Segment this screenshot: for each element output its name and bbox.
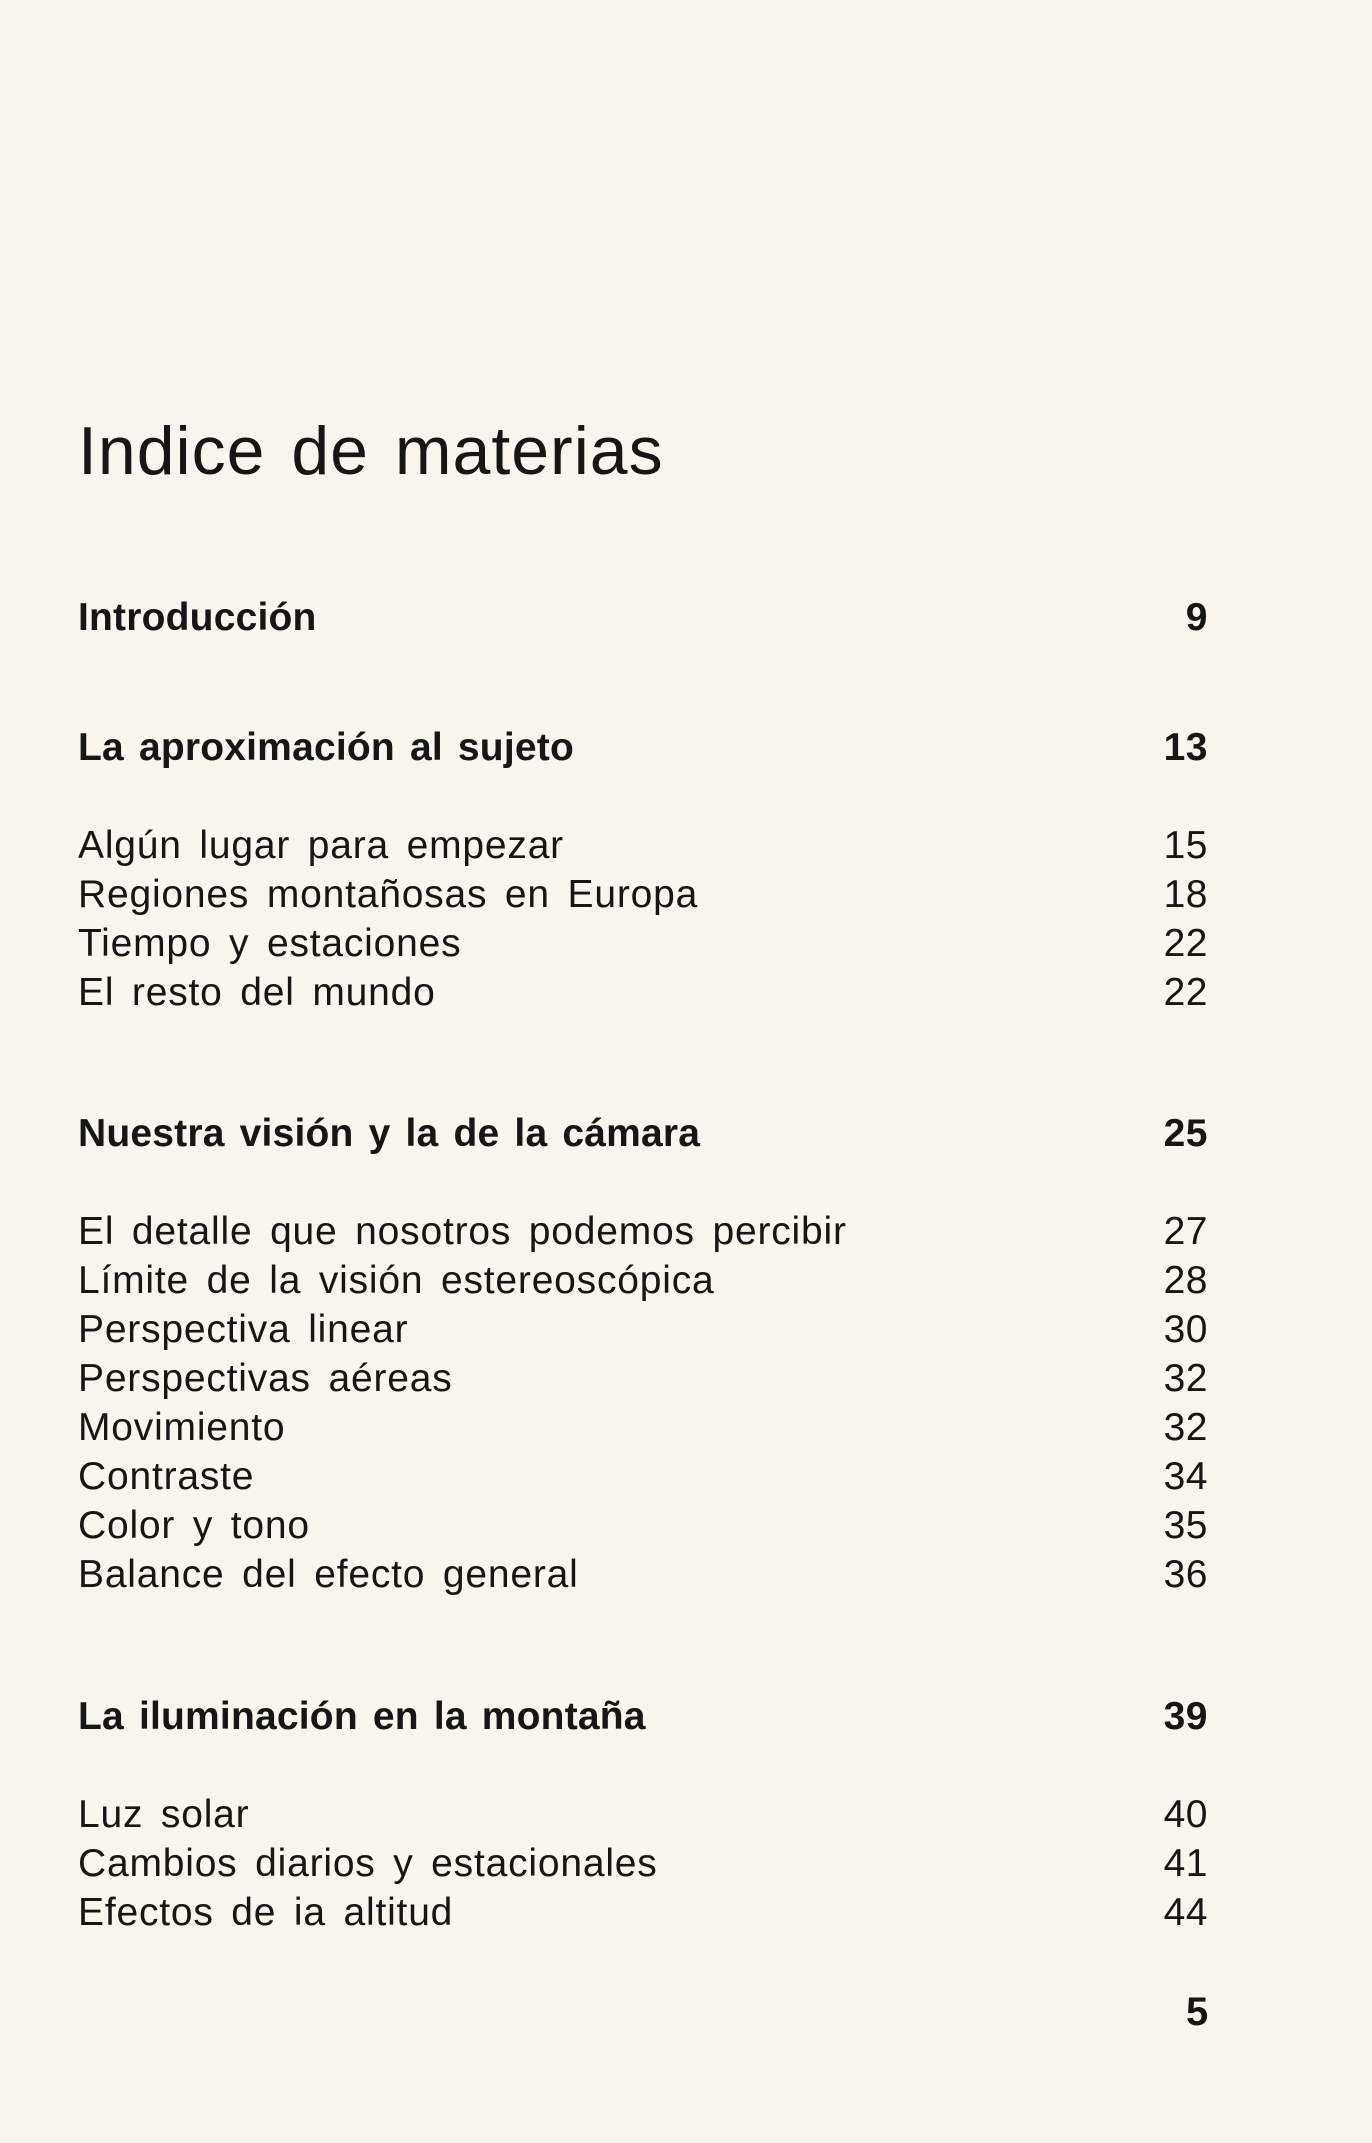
toc-chapter-iluminacion bbox=[78, 1695, 1208, 1745]
toc-entry-title: El resto del mundo bbox=[78, 971, 436, 1014]
toc-chapter-aproximacion bbox=[78, 726, 1208, 776]
toc-entry bbox=[78, 1259, 1208, 1309]
toc-entry bbox=[78, 922, 1208, 972]
toc-chapter-introduccion bbox=[78, 596, 1208, 646]
toc-chapter-page: 13 bbox=[1163, 726, 1208, 769]
toc-chapter-title: Nuestra visión y la de la cámara bbox=[78, 1112, 701, 1155]
toc-entry-title: El detalle que nosotros podemos percibir bbox=[78, 1210, 847, 1253]
toc-entry-title: Algún lugar para empezar bbox=[78, 824, 564, 867]
toc-entry-page: 41 bbox=[1163, 1842, 1208, 1885]
toc-entry bbox=[78, 1455, 1208, 1505]
toc-entry-page: 15 bbox=[1163, 824, 1208, 867]
toc-entry-page: 35 bbox=[1163, 1504, 1208, 1547]
toc-entry bbox=[78, 1210, 1208, 1260]
toc-chapter-title: Introducción bbox=[78, 596, 317, 639]
toc-entry bbox=[78, 1793, 1208, 1843]
toc-entry-title: Contraste bbox=[78, 1455, 255, 1498]
toc-entry-page: 22 bbox=[1163, 922, 1208, 965]
toc-entry bbox=[78, 971, 1208, 1021]
toc-entry bbox=[78, 1891, 1208, 1941]
toc-entry-page: 18 bbox=[1163, 873, 1208, 916]
toc-entry-title: Color y tono bbox=[78, 1504, 310, 1547]
toc-entry-page: 34 bbox=[1163, 1455, 1208, 1498]
toc-entry-title: Balance del efecto general bbox=[78, 1553, 579, 1596]
toc-entry-title: Luz solar bbox=[78, 1793, 250, 1836]
toc-chapter-title: La iluminación en la montaña bbox=[78, 1695, 646, 1738]
toc-entry bbox=[78, 1842, 1208, 1892]
toc-chapter-page: 9 bbox=[1185, 596, 1208, 639]
toc-entry-title: Cambios diarios y estacionales bbox=[78, 1842, 658, 1885]
toc-chapter-page: 39 bbox=[1163, 1695, 1208, 1738]
toc-entry bbox=[78, 1406, 1208, 1456]
toc-entry-page: 32 bbox=[1163, 1357, 1208, 1400]
toc-entry-page: 28 bbox=[1163, 1259, 1208, 1302]
toc-entry bbox=[78, 873, 1208, 923]
toc-entry-title: Límite de la visión estereoscópica bbox=[78, 1259, 715, 1302]
toc-entry-title: Movimiento bbox=[78, 1406, 286, 1449]
toc-entry bbox=[78, 1504, 1208, 1554]
toc-entry-page: 36 bbox=[1163, 1553, 1208, 1596]
toc-entry-title: Tiempo y estaciones bbox=[78, 922, 462, 965]
toc-entry-page: 44 bbox=[1163, 1891, 1208, 1934]
toc-entry-page: 32 bbox=[1163, 1406, 1208, 1449]
toc-entry bbox=[78, 1357, 1208, 1407]
toc-entry bbox=[78, 824, 1208, 874]
toc-entry-title: Efectos de ia altitud bbox=[78, 1891, 454, 1934]
toc-chapter-page: 25 bbox=[1163, 1112, 1208, 1155]
toc-entry-title: Perspectivas aéreas bbox=[78, 1357, 453, 1400]
page-number: 5 bbox=[1186, 1990, 1209, 2034]
toc-entry-page: 30 bbox=[1163, 1308, 1208, 1351]
toc-entry-page: 40 bbox=[1163, 1793, 1208, 1836]
toc-chapter-vision bbox=[78, 1112, 1208, 1162]
toc-entry-title: Perspectiva linear bbox=[78, 1308, 409, 1351]
toc-entry bbox=[78, 1308, 1208, 1358]
toc-chapter-title: La aproximación al sujeto bbox=[78, 726, 574, 769]
toc-entry-page: 22 bbox=[1163, 971, 1208, 1014]
toc-entry-page: 27 bbox=[1163, 1210, 1208, 1253]
toc-entry-title: Regiones montañosas en Europa bbox=[78, 873, 699, 916]
page-title: Indice de materias bbox=[78, 413, 664, 489]
toc-entry bbox=[78, 1553, 1208, 1603]
